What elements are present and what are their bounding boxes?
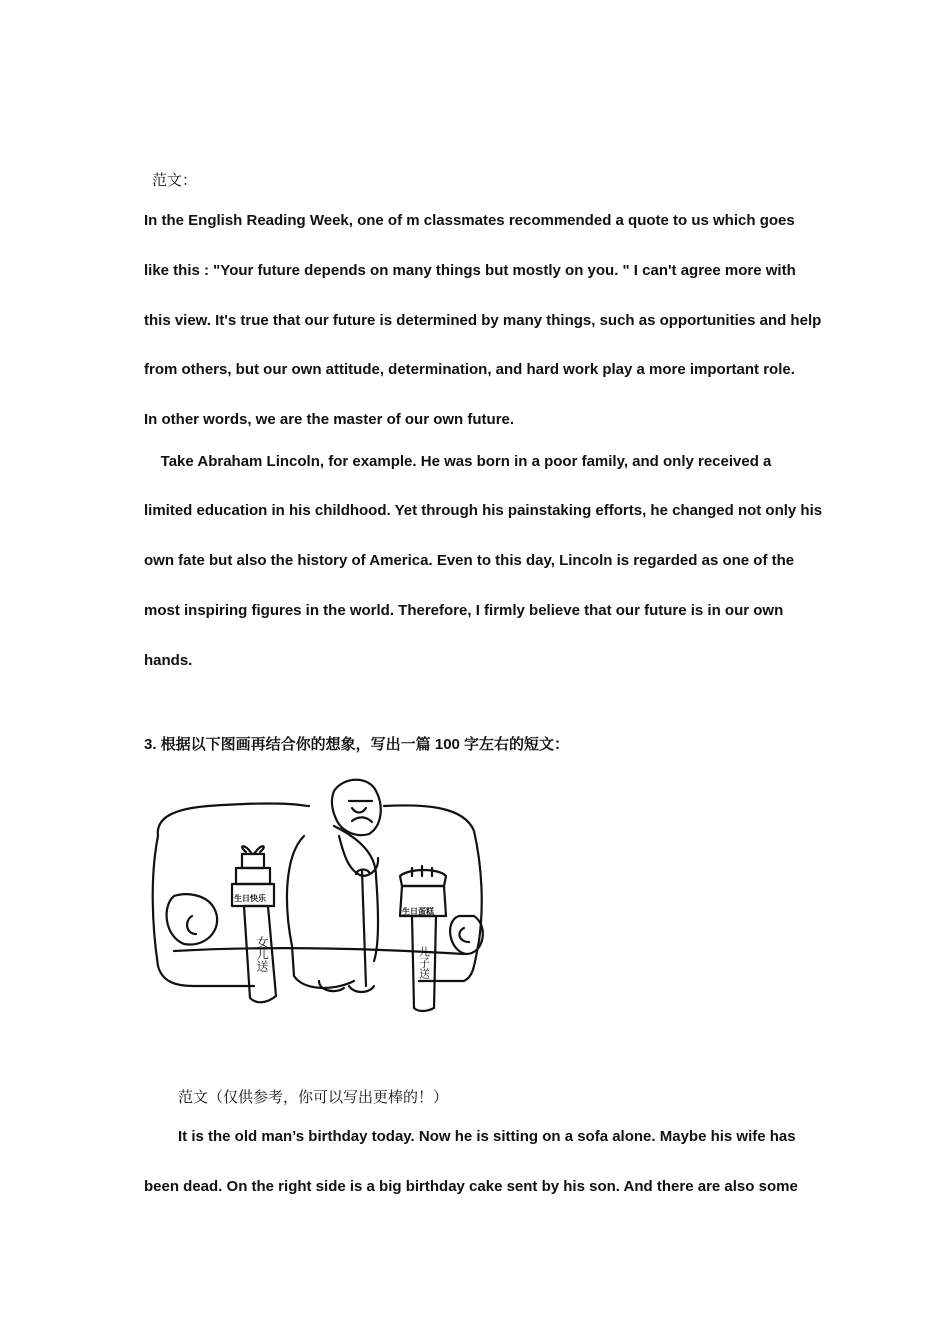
essay-line: most inspiring figures in the world. Therefore, I firmly believe that our future is in our own <box>144 602 784 619</box>
sample-essay-heading-2: 范文（仅供参考，你可以写出更棒的！） <box>178 1088 449 1106</box>
old-man-glasses <box>349 801 372 813</box>
gift-box-label: 生日快乐 <box>234 894 266 903</box>
old-man-head <box>332 780 381 835</box>
sofa-right-arm <box>450 916 483 954</box>
walking-cane <box>356 870 370 987</box>
cake-label: 生日蛋糕 <box>402 907 434 916</box>
sofa-left-arm <box>167 894 218 944</box>
essay-line: In the English Reading Week, one of m classmates recommended a quote to us which goes <box>144 212 795 229</box>
essay-line: Take Abraham Lincoln, for example. He was born in a poor family, and only received a <box>144 453 772 470</box>
sample-essay-heading: 范文： <box>152 171 198 189</box>
question-3-prompt: 3. 根据以下图画再结合你的想象，写出一篇 100 字左右的短文： <box>144 736 570 753</box>
birthday-illustration <box>144 776 489 1016</box>
essay-line: own fate but also the history of America. Even to this day, Lincoln is regarded as one of the <box>144 552 795 569</box>
essay-line: like this : "Your future depends on many things but mostly on you. " I can't agree more with <box>144 262 796 279</box>
essay-line: been dead. On the right side is a big birthday cake sent by his son. And there are also some <box>144 1178 798 1195</box>
right-tag-label: 儿子送 <box>417 946 431 979</box>
essay-line: It is the old man’s birthday today. Now he is sitting on a sofa alone. Maybe his wife has <box>178 1128 796 1145</box>
essay-line: hands. <box>144 652 193 669</box>
essay-line: limited education in his childhood. Yet through his painstaking efforts, he changed not only his <box>144 502 823 519</box>
sofa-outline <box>153 803 482 986</box>
essay-line: In other words, we are the master of our own future. <box>144 411 515 428</box>
essay-line: this view. It's true that our future is determined by many things, such as opportunities and help <box>144 312 822 329</box>
essay-line: from others, but our own attitude, determination, and hard work play a more important role. <box>144 361 795 378</box>
left-tag-label: 女儿送 <box>255 936 269 972</box>
old-man-mustache <box>352 817 372 822</box>
